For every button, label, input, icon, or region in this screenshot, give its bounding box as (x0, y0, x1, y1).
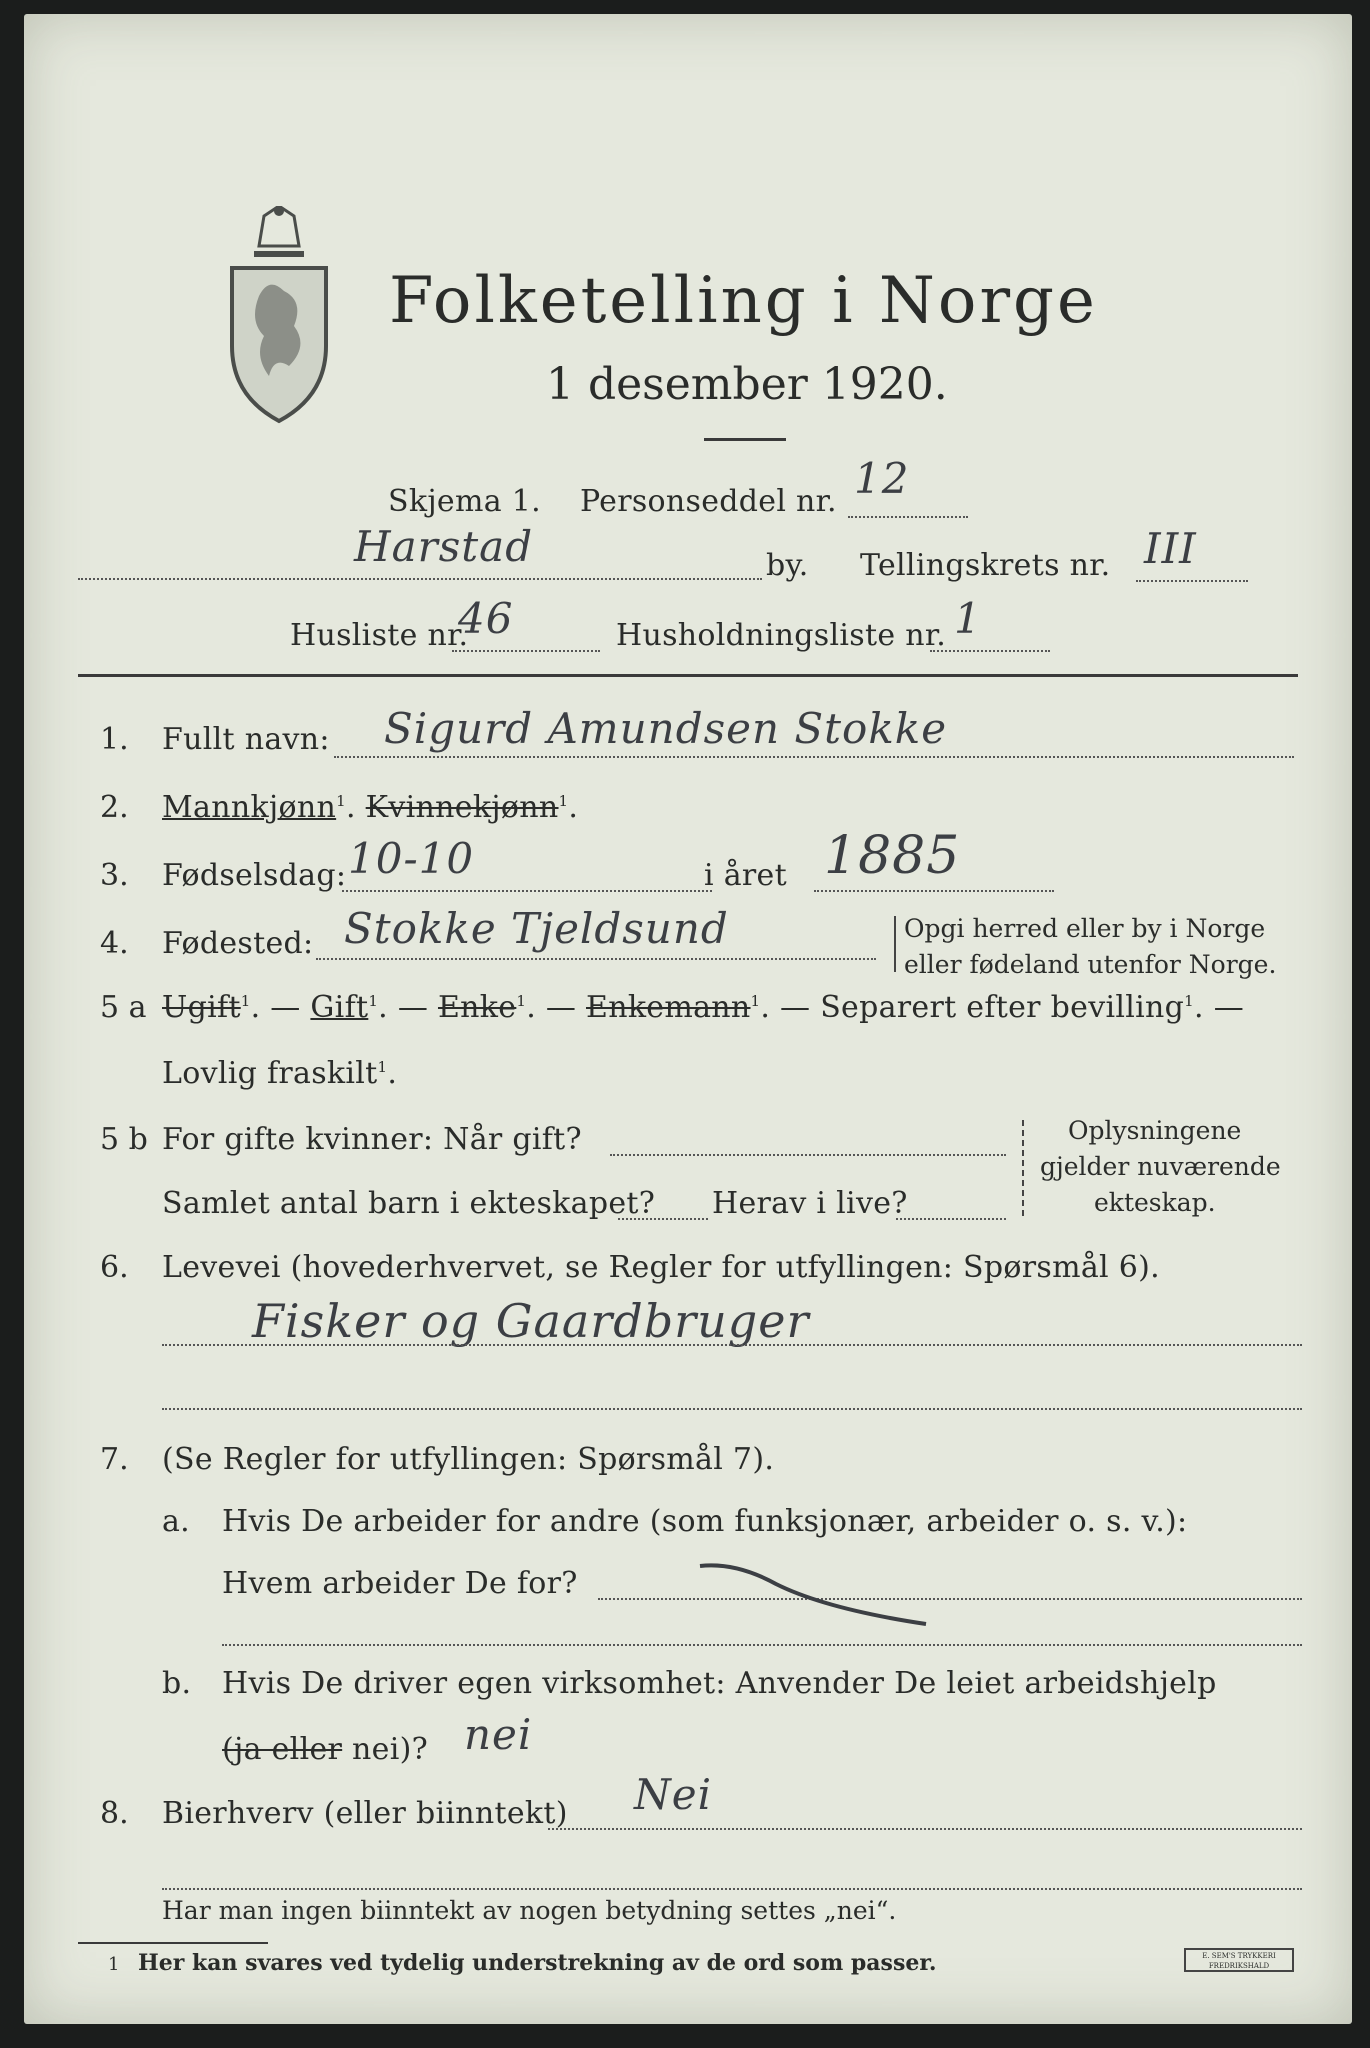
q7b-answer[interactable]: nei (464, 1710, 533, 1759)
husholdning-value[interactable]: 1 (954, 594, 982, 643)
q7-number: 7. (100, 1442, 129, 1477)
q6-number: 6. (100, 1250, 129, 1285)
q7b-ja[interactable]: (ja eller (222, 1732, 343, 1767)
q7b-janei (222, 1732, 428, 1767)
q3-number: 3. (100, 858, 129, 893)
by-label: by. (766, 548, 809, 583)
q5a-marital-options: Ugift$^1$. — Gift$^1$. — Enke$^1$. — Enkemann$^1$. — Separert efter bevilling$^1$. — (162, 990, 1244, 1025)
section-divider (78, 674, 1298, 677)
q7a-dash-mark (696, 1554, 936, 1634)
q4-birthplace[interactable]: Stokke Tjeldsund (344, 904, 729, 953)
husholdning-label: Husholdningsliste nr. (616, 618, 947, 653)
husliste-value[interactable]: 46 (458, 594, 514, 643)
q5a-number: 5 a (100, 990, 147, 1025)
q7b-nei[interactable]: nei)? (352, 1732, 428, 1767)
q5b-note-line1: Oplysningene (1068, 1116, 1242, 1145)
form-title: Folketelling i Norge (389, 264, 1098, 338)
q1-number: 1. (100, 722, 129, 757)
q1-label: Fullt navn: (162, 722, 330, 757)
q4-label: Fødested: (162, 926, 314, 961)
title-divider (704, 438, 786, 441)
q5b-married-when-field[interactable] (610, 1154, 1006, 1156)
q2-male[interactable]: Mannkjønn (162, 790, 337, 825)
printer-stamp (1184, 1948, 1294, 1972)
q5a-enke[interactable]: Enke (437, 990, 517, 1025)
q8-label: Bierhverv (eller biinntekt) (162, 1796, 568, 1831)
q5a-separert[interactable]: Separert efter bevilling (820, 990, 1185, 1025)
footnote: Her kan svares ved tydelig understrekning av de ord som passer. (138, 1950, 937, 1976)
q3-label: Fødselsdag: (162, 858, 347, 893)
q7a-letter: a. (162, 1504, 191, 1539)
coat-of-arms-icon (224, 206, 334, 426)
husliste-label: Husliste nr. (290, 618, 469, 653)
census-form-sheet (24, 14, 1352, 2024)
q5b-alive-field[interactable] (896, 1218, 1006, 1220)
q1-full-name[interactable]: Sigurd Amundsen Stokke (384, 704, 948, 753)
city-value[interactable]: Harstad (354, 522, 534, 571)
q6-occupation[interactable]: Fisker og Gaardbruger (252, 1294, 810, 1348)
footnote-mark: 1 (108, 1954, 120, 1975)
q5a-fraskilt-line: Lovlig fraskilt$^1$. (162, 1056, 398, 1091)
q3-year-label: i året (704, 858, 787, 893)
q8-answer[interactable]: Nei (634, 1770, 713, 1819)
q4-note-line1: Opgi herred eller by i Norge (904, 914, 1266, 943)
q7b-letter: b. (162, 1666, 192, 1701)
q8-number: 8. (100, 1796, 129, 1831)
printer-line1: E. SEM'S TRYKKERI (1202, 1952, 1276, 1960)
q5a-gift[interactable]: Gift (310, 990, 369, 1025)
q3-birthdate[interactable]: 10-10 (348, 834, 475, 883)
q7-label: (Se Regler for utfyllingen: Spørsmål 7). (162, 1442, 775, 1477)
q4-number: 4. (100, 926, 129, 961)
q7a-label: Hvis De arbeider for andre (som funksjonær, arbeider o. s. v.): (222, 1504, 1188, 1539)
q5b-label: For gifte kvinner: Når gift? (162, 1122, 582, 1157)
q7a-who-label: Hvem arbeider De for? (222, 1566, 578, 1601)
q5b-alive-label: Herav i live? (712, 1186, 908, 1221)
q7b-label: Hvis De driver egen virksomhet: Anvender De leiet arbeidshjelp (222, 1666, 1217, 1701)
q6-label: Levevei (hovederhvervet, se Regler for utfyllingen: Spørsmål 6). (162, 1250, 1160, 1285)
q2-number: 2. (100, 790, 129, 825)
q5b-note-line3: ekteskap. (1094, 1188, 1216, 1217)
census-date: 1 desember 1920. (546, 359, 948, 410)
q2-female[interactable]: Kvinnekjønn (365, 790, 559, 825)
q5b-number: 5 b (100, 1122, 148, 1157)
tellingskrets-label: Tellingskrets nr. (860, 548, 1111, 583)
tellingskrets-value[interactable]: III (1144, 524, 1197, 573)
q5b-note-line2: gjelder nuværende (1040, 1152, 1281, 1181)
q5a-fraskilt[interactable]: Lovlig fraskilt (162, 1056, 378, 1091)
q5b-children-field[interactable] (618, 1218, 708, 1220)
personseddel-label: Personseddel nr. (580, 484, 837, 519)
q5b-children-label: Samlet antal barn i ekteskapet? (162, 1186, 656, 1221)
q4-note-line2: eller fødeland utenfor Norge. (904, 950, 1277, 979)
q2-gender-options: Mannkjønn$^1$. Kvinnekjønn$^1$. (162, 790, 579, 825)
q5a-enkemann[interactable]: Enkemann (586, 990, 751, 1025)
q3-birth-year[interactable]: 1885 (824, 826, 961, 886)
personseddel-value[interactable]: 12 (854, 454, 910, 503)
skjema-label: Skjema 1. (388, 484, 541, 519)
biinntekt-note: Har man ingen biinntekt av nogen betydning settes „nei“. (162, 1896, 897, 1925)
printer-line2: FREDRIKSHALD (1208, 1962, 1270, 1970)
q5a-ugift[interactable]: Ugift (162, 990, 241, 1025)
